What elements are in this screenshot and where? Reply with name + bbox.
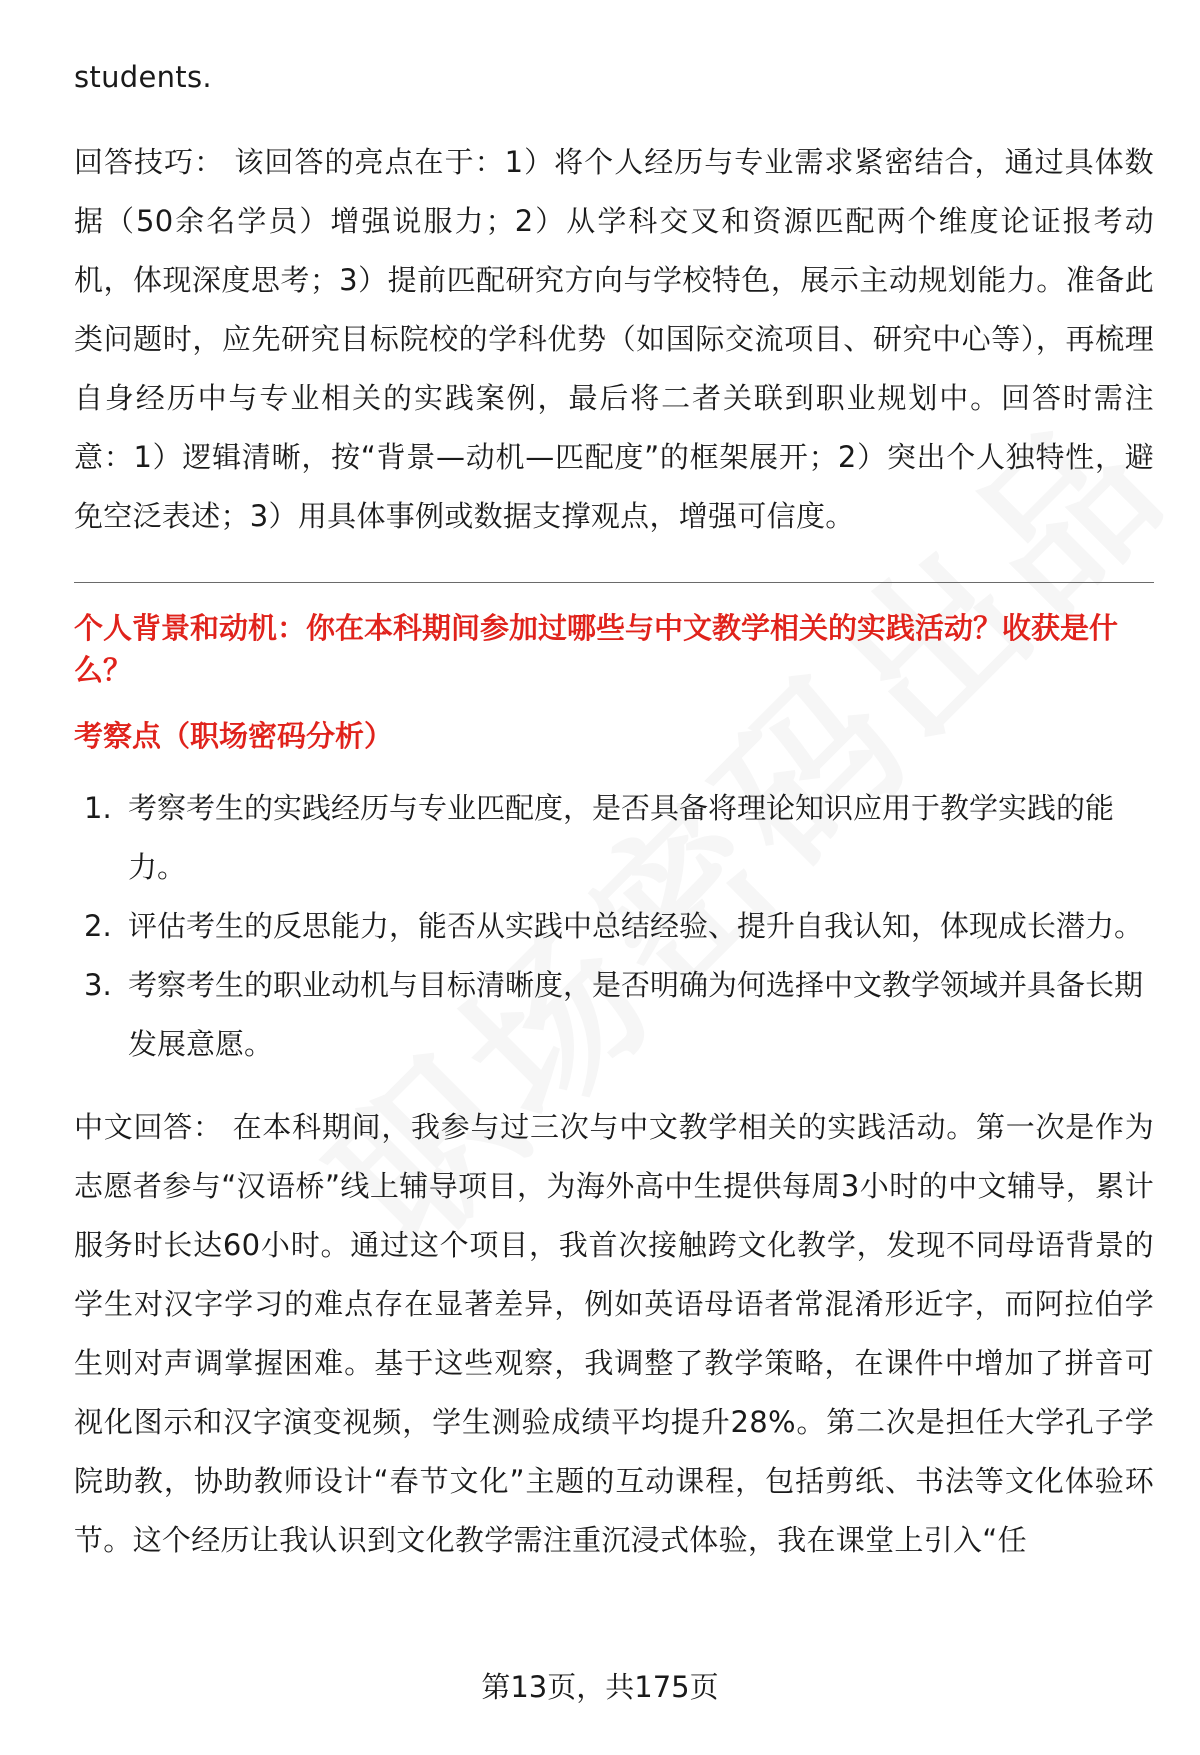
list-item	[74, 956, 1154, 1074]
chinese-answer-paragraph	[74, 1098, 1154, 1570]
page-number-footer: 第13页，共175页	[481, 1670, 719, 1704]
question-heading: 个人背景和动机：你在本科期间参加过哪些与中文教学相关的实践活动？收获是什么？	[74, 611, 1119, 687]
tips-label: 回答技巧：	[74, 145, 225, 179]
list-item-text: 考察考生的职业动机与目标清晰度，是否明确为何选择中文教学领域并具备长期发展意愿。	[128, 968, 1144, 1061]
assessment-points-list	[74, 779, 1154, 1074]
list-item-text: 评估考生的反思能力，能否从实践中总结经验、提升自我认知，体现成长潜力。	[128, 909, 1144, 943]
list-item-number: 2.	[84, 909, 112, 943]
answer-text: 在本科期间，我参与过三次与中文教学相关的实践活动。第一次是作为志愿者参与“汉语桥”线上辅导项目，为海外高中生提供每周3小时的中文辅导，累计服务时长达60小时。通过这个项目，我首次接触跨文化教学，发现不同母语背景的学生对汉字学习的难点存在显著差异，例如英语母语者常混淆形近字，而阿拉伯学生则对声调掌握困难。基于这些观察，我调整了教学策略，在课件中增加了拼音可视化图示和汉字演变视频，学生测验成绩平均提升28%。第二次是担任大学孔子学院助教，协助教师设计“春节文化”主题的互动课程，包括剪纸、书法等文化体验环节。这个经历让我认识到文化教学需注重沉浸式体验，我在课堂上引入“任	[74, 1110, 1154, 1557]
list-item-number: 3.	[84, 968, 112, 1002]
assessment-points-title: 考察点（职场密码分析）	[74, 719, 394, 753]
tips-text: 该回答的亮点在于：1）将个人经历与专业需求紧密结合，通过具体数据（50余名学员）增强说服力；2）从学科交叉和资源匹配两个维度论证报考动机，体现深度思考；3）提前匹配研究方向与学校特色，展示主动规划能力。准备此类问题时，应先研究目标院校的学科优势（如国际交流项目、研究中心等），再梳理自身经历中与专业相关的实践案例，最后将二者关联到职业规划中。回答时需注意：1）逻辑清晰，按“背景—动机—匹配度”的框架展开；2）突出个人独特性，避免空泛表述；3）用具体事例或数据支撑观点，增强可信度。	[74, 145, 1154, 533]
list-item-text: 考察考生的实践经历与专业匹配度，是否具备将理论知识应用于教学实践的能力。	[128, 791, 1115, 884]
section-divider	[74, 582, 1154, 583]
document-body	[74, 48, 1154, 1570]
answer-label: 中文回答：	[74, 1110, 223, 1144]
list-item-number: 1.	[84, 791, 112, 825]
list-item	[74, 897, 1154, 956]
list-item	[74, 779, 1154, 897]
previous-answer-tail: students.	[74, 60, 212, 94]
answer-tips-paragraph	[74, 133, 1154, 546]
